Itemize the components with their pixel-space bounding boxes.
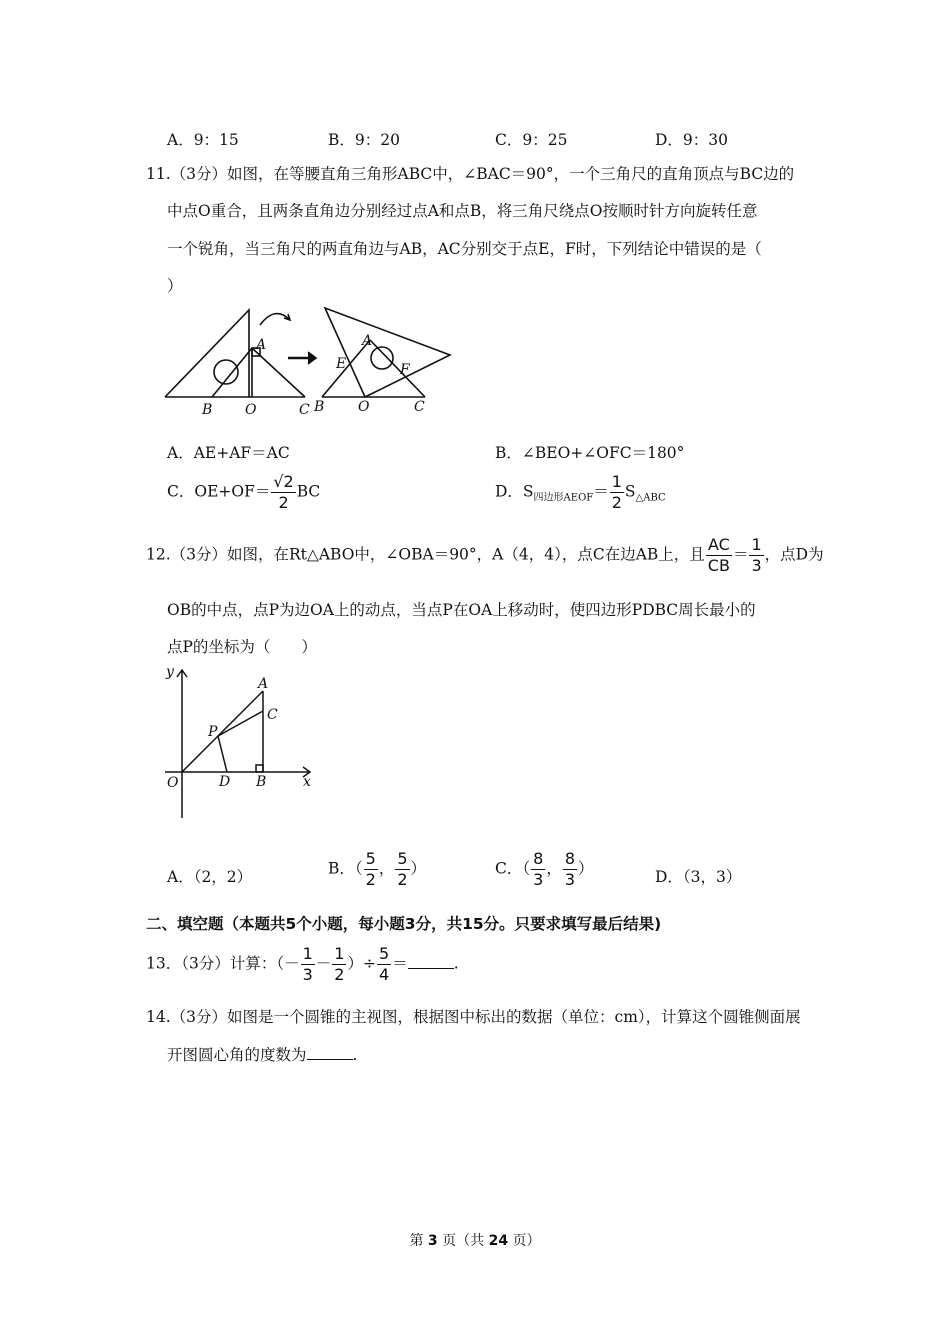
q12-ratio-num: AC [707,535,730,554]
q11-hole-right [371,347,393,369]
q11-label-o2: O [358,399,370,415]
q11-label-c2: C [414,399,425,415]
q11-option-d-sub2: △ABC [635,492,666,504]
q12-option-b-close: ） [410,859,427,878]
q13-d3: 4 [378,965,390,984]
q12-option-c-frac1 [531,851,545,888]
q14-line2-text: 开图圆心角的度数为 [167,1046,307,1064]
q11-label-a: A [256,337,267,353]
q12-eq: ＝ [732,545,749,564]
q12-line3: 点P的坐标为（ ） [167,638,317,656]
q12-label-o: O [167,775,179,791]
q12-value-fraction [749,537,763,574]
q11-rotated-ruler [325,308,450,397]
q12-option-c-d2: 3 [564,870,576,889]
q13-frac1 [301,946,315,983]
q12-option-b-d2: 2 [397,870,408,889]
q10-option-b: B．9：20 [328,131,400,149]
q10-option-d: D．9：30 [655,131,729,149]
q11-option-d-suffix: S [624,482,636,501]
q12-option-c-n1: 8 [533,849,544,868]
q12-option-c-frac2 [563,851,577,888]
q12-line2: OB的中点，点P为边OA上的动点，当点P在OA上移动时，使四边形PDBC周长最小的 [167,601,756,619]
footer-page-number: 3 [427,1233,438,1249]
q13-prefix: 13．（3分）计算：（－ [146,954,300,973]
q13-suffix: ＝ [392,954,408,973]
q11-option-c-prefix: C．OE+OF＝ [167,482,271,501]
q12-option-a: A．（2，2） [167,868,253,886]
q12-label-d: D [219,774,231,790]
q11-label-f: F [400,362,410,378]
q11-line3: 一个锐角，当三角尺的两直角边与AB，AC分别交于点E，F时，下列结论中错误的是（ [167,240,762,258]
q12-option-c-n2: 8 [564,849,576,868]
q11-option-d-sub1: 四边形AEOF [533,492,594,504]
q13 [146,946,459,983]
footer-total-pages: 24 [488,1233,509,1249]
q11-line2: 中点O重合，且两条直角边分别经过点A和点B，将三角尺绕点O按顺时针方向旋转任意 [167,202,758,220]
q14-answer-blank[interactable] [307,1045,353,1060]
q11-option-d-eq: ＝ [593,482,609,501]
q11-option-c-num: √2 [273,472,294,491]
q12-option-b-frac2 [395,851,409,888]
q11-option-c-suffix: BC [296,482,321,501]
q12-segment-pc [218,711,263,736]
q13-minus: － [315,954,332,973]
q12-option-c-sep: ， [546,859,562,878]
q11-label-e: E [336,356,347,372]
q12-option-b-n1: 5 [365,849,376,868]
q12-label-x: x [303,774,311,790]
q12-line1 [146,537,824,574]
q12-label-p: P [208,724,218,740]
q11-option-d-den: 2 [611,493,622,512]
footer-mid: 页（共 [442,1233,485,1249]
q13-frac2 [332,946,346,983]
q13-frac3 [377,946,391,983]
q12-ratio-fraction [706,537,732,574]
q11-option-d [495,474,666,511]
q11-line4: ） [167,277,183,295]
q13-n3: 5 [378,944,390,963]
q12-label-y: y [166,664,174,680]
footer-post: 页） [512,1233,541,1249]
q11-triangle-ruler [165,310,249,397]
q12-option-b-sep: ， [378,859,395,878]
q10-option-c: C．9：25 [495,131,568,149]
q11-option-d-fraction [610,474,624,511]
q12-ratio-den: CB [707,556,730,575]
q13-answer-blank[interactable] [408,954,454,969]
page-footer [0,1230,950,1250]
q13-n2: 1 [334,944,345,963]
q13-n1: 1 [302,944,313,963]
section2-heading: 二、填空题（本题共5个小题，每小题3分，共15分。只要求填写最后结果) [146,915,662,933]
q14-end: . [352,1046,358,1064]
q12-right-angle-mark [256,765,263,772]
q12-option-c-prefix: C．（ [495,859,531,878]
q12-option-c-close: ） [578,859,594,878]
q12-label-b: B [256,774,267,790]
q11-label-o: O [245,402,257,418]
q12-label-c: C [267,707,278,723]
q12-segment-pd [218,736,227,772]
q14-line1: 14.（3分）如图是一个圆锥的主视图，根据图中标出的数据（单位：cm），计算这个圆锥侧面展 [146,1008,801,1026]
q11-label-c: C [299,402,310,418]
q13-d1: 3 [302,965,313,984]
q11-label-b: B [202,402,213,418]
q11-label-b2: B [314,399,325,415]
q12-line1-a: 12.（3分）如图，在Rt△ABO中，∠OBA＝90°，A（4，4），点C在边AB上，且 [146,545,705,564]
q11-option-c-fraction [271,474,295,511]
q11-option-c [167,474,320,511]
q12-value-num: 1 [751,535,762,554]
q12-option-b-prefix: B．（ [328,859,363,878]
q11-figure [160,300,460,420]
q11-side-ab [212,348,252,397]
q11-option-a: A．AE+AF＝AC [167,444,290,462]
q10-option-a: A．9：15 [167,131,239,149]
q12-option-c [495,851,594,888]
q11-option-d-prefix: D．S [495,482,534,501]
q11-option-c-den: 2 [278,493,289,512]
q12-figure [160,660,320,825]
q11-option-b: B．∠BEO+∠OFC＝180° [495,444,685,462]
q13-d2: 2 [334,965,345,984]
q11-option-d-num: 1 [611,472,622,491]
q12-label-a: A [258,676,269,692]
q12-value-den: 3 [751,556,762,575]
q12-segment-oa [182,691,263,772]
q12-option-b [328,851,426,888]
q12-option-b-frac1 [364,851,378,888]
q12-option-d: D．（3，3） [655,868,742,886]
q14-line2 [167,1043,357,1065]
q12-option-b-d1: 2 [365,870,376,889]
q12-option-c-d1: 3 [533,870,544,889]
footer-pre: 第 [409,1233,424,1249]
q11-line1: 11.（3分）如图，在等腰直角三角形ABC中，∠BAC＝90°，一个三角尺的直角顶点与BC边的 [146,165,795,183]
q11-label-a2: A [362,333,373,349]
q12-line1-b: ，点D为 [764,545,824,564]
q13-mid: ）÷ [347,954,376,973]
q13-end: . [453,954,459,973]
q12-option-b-n2: 5 [397,849,408,868]
